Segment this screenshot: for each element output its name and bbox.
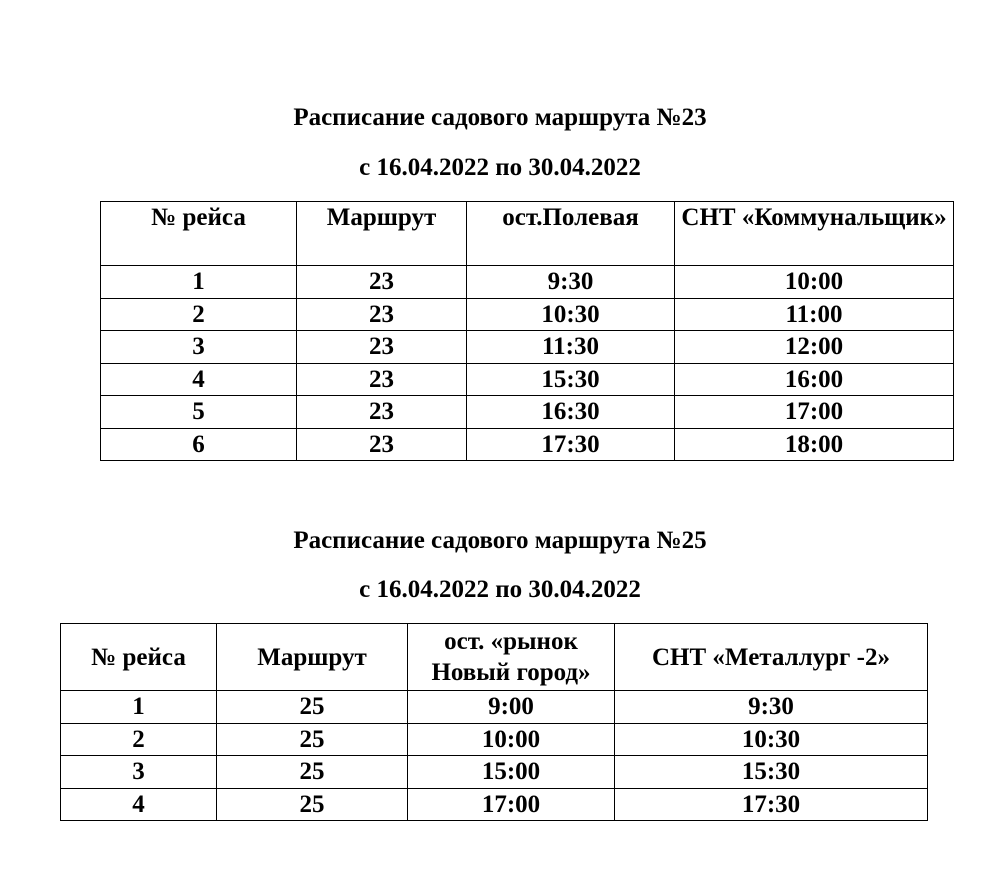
schedule-25-period: с 16.04.2022 по 30.04.2022 (359, 576, 641, 603)
arrival-time-cell: 17:00 (675, 396, 954, 429)
trip-number-cell: 2 (101, 298, 297, 331)
schedule-25-title: Расписание садового маршрута №25 (293, 527, 707, 554)
schedule-23-table (100, 201, 954, 461)
arrival-time-cell: 10:00 (675, 266, 954, 299)
departure-time-cell: 15:30 (467, 363, 675, 396)
table-row (61, 691, 928, 724)
arrival-time-cell: 11:00 (675, 298, 954, 331)
header-stop-polevaya: ост.Полевая (467, 202, 675, 266)
header-trip-number: № рейса (61, 624, 217, 691)
trip-number-cell: 3 (61, 756, 217, 789)
departure-time-cell: 9:00 (408, 691, 615, 724)
schedule-25-table (60, 623, 928, 821)
header-route: Маршрут (217, 624, 408, 691)
table-header-row (101, 202, 954, 266)
trip-number-cell: 6 (101, 428, 297, 461)
route-cell: 25 (217, 723, 408, 756)
trip-number-cell: 3 (101, 331, 297, 364)
route-cell: 23 (297, 428, 467, 461)
trip-number-cell: 4 (61, 788, 217, 821)
table-row (61, 723, 928, 756)
route-cell: 25 (217, 788, 408, 821)
table-row (61, 788, 928, 821)
header-trip-number: № рейса (101, 202, 297, 266)
header-snt-metallurg-2: СНТ «Металлург -2» (615, 624, 928, 691)
departure-time-cell: 10:30 (467, 298, 675, 331)
table-row (101, 396, 954, 429)
schedule-23-period: с 16.04.2022 по 30.04.2022 (359, 154, 641, 181)
trip-number-cell: 5 (101, 396, 297, 429)
route-cell: 23 (297, 266, 467, 299)
trip-number-cell: 1 (61, 691, 217, 724)
arrival-time-cell: 16:00 (675, 363, 954, 396)
route-cell: 23 (297, 331, 467, 364)
table-row (101, 331, 954, 364)
departure-time-cell: 10:00 (408, 723, 615, 756)
arrival-time-cell: 18:00 (675, 428, 954, 461)
departure-time-cell: 9:30 (467, 266, 675, 299)
departure-time-cell: 17:30 (467, 428, 675, 461)
departure-time-cell: 15:00 (408, 756, 615, 789)
departure-time-cell: 17:00 (408, 788, 615, 821)
arrival-time-cell: 12:00 (675, 331, 954, 364)
arrival-time-cell: 17:30 (615, 788, 928, 821)
arrival-time-cell: 10:30 (615, 723, 928, 756)
table-row (101, 266, 954, 299)
trip-number-cell: 1 (101, 266, 297, 299)
table-header-row (61, 624, 928, 691)
schedule-23-title: Расписание садового маршрута №23 (293, 104, 707, 131)
departure-time-cell: 11:30 (467, 331, 675, 364)
trip-number-cell: 2 (61, 723, 217, 756)
header-route: Маршрут (297, 202, 467, 266)
header-snt-kommunalshchik: СНТ «Коммунальщик» (675, 202, 954, 266)
route-cell: 25 (217, 756, 408, 789)
header-stop-rynok-novy-gorod: ост. «рынок Новый город» (408, 624, 615, 691)
departure-time-cell: 16:30 (467, 396, 675, 429)
trip-number-cell: 4 (101, 363, 297, 396)
arrival-time-cell: 15:30 (615, 756, 928, 789)
table-row (101, 363, 954, 396)
route-cell: 23 (297, 363, 467, 396)
table-row (101, 298, 954, 331)
arrival-time-cell: 9:30 (615, 691, 928, 724)
route-cell: 25 (217, 691, 408, 724)
route-cell: 23 (297, 298, 467, 331)
route-cell: 23 (297, 396, 467, 429)
table-row (101, 428, 954, 461)
table-row (61, 756, 928, 789)
